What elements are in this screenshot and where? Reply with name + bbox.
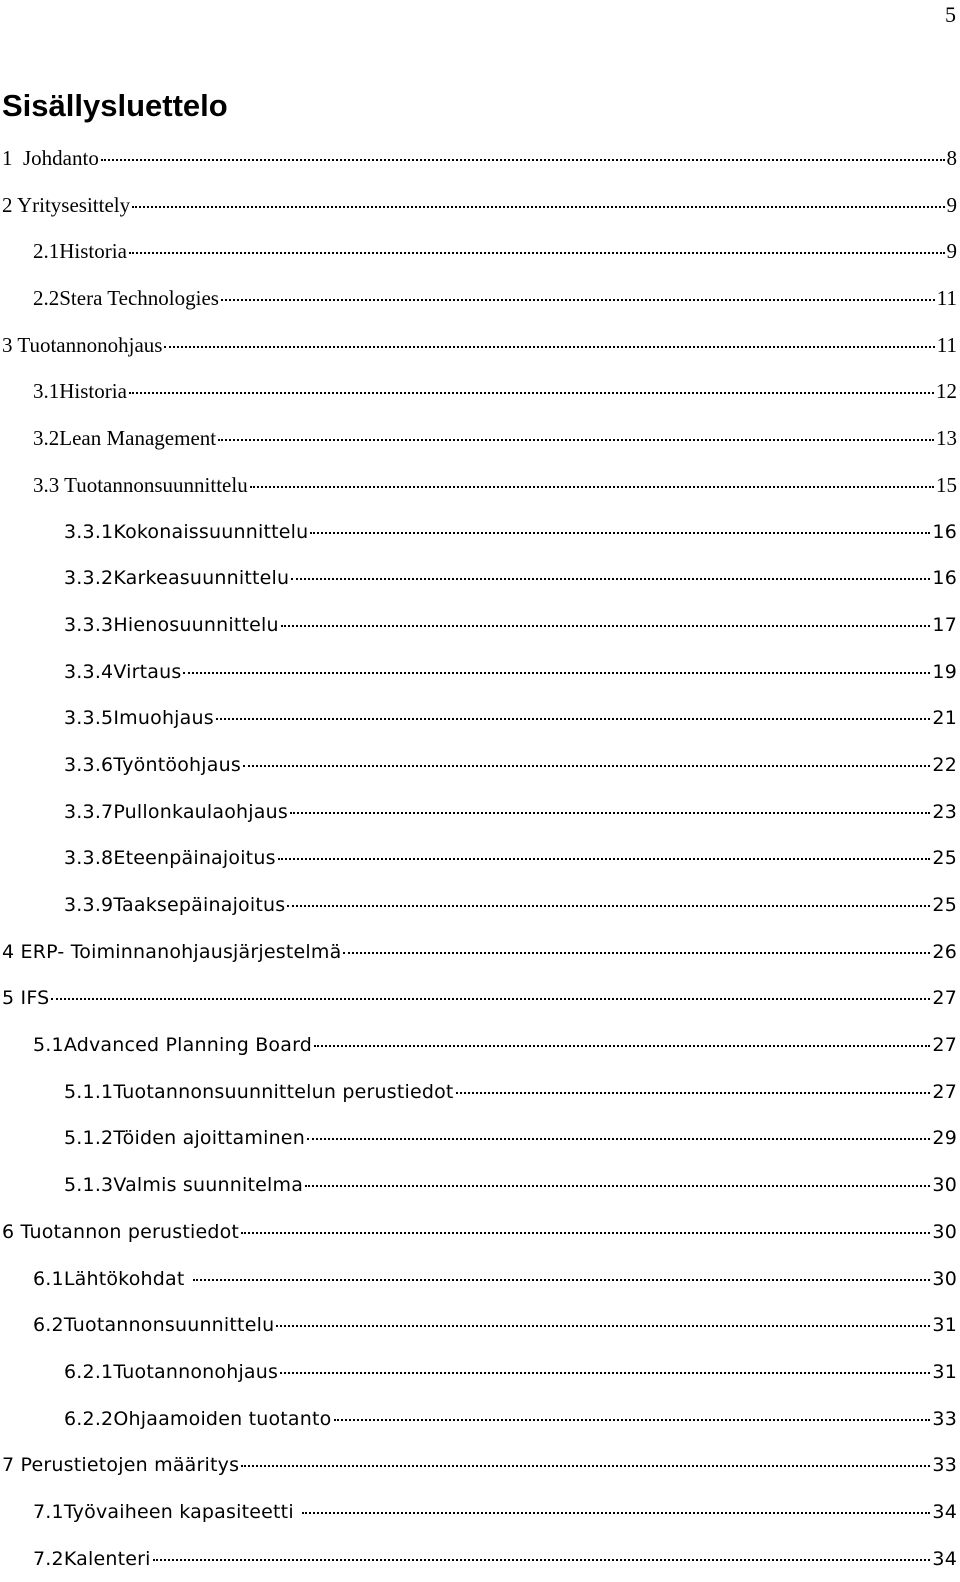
toc-entry-title: Historia <box>59 379 127 403</box>
toc-dot-leader <box>243 765 931 767</box>
toc-entry-label <box>33 1302 274 1348</box>
toc-entry[interactable] <box>0 975 960 1022</box>
toc-entry[interactable] <box>0 322 960 369</box>
toc-dot-leader <box>164 346 934 348</box>
toc-entry-number: 6.2 <box>33 1314 64 1336</box>
toc-entry-label <box>64 1069 454 1115</box>
toc-entry-separator <box>13 146 24 170</box>
toc-entry-label <box>2 929 341 975</box>
toc-entry-page: 33 <box>932 1442 960 1488</box>
toc-entry-label <box>2 1209 239 1255</box>
toc-entry[interactable] <box>0 742 960 789</box>
toc-entry-label <box>64 649 181 695</box>
toc-entry-title: Lean Management <box>59 426 216 450</box>
toc-entry-title: Töiden ajoittaminen <box>113 1127 305 1149</box>
toc-dot-leader <box>132 206 944 208</box>
toc-entry-number: 4 <box>2 941 14 963</box>
toc-entry[interactable] <box>0 1442 960 1489</box>
toc-entry-title: Advanced Planning Board <box>64 1034 312 1056</box>
toc-entry-title: Pullonkaulaohjaus <box>113 801 288 823</box>
toc-dot-leader <box>193 1279 931 1281</box>
toc-entry-number: 3.3.7 <box>64 801 113 823</box>
toc-entry-label <box>64 602 279 648</box>
page-number: 5 <box>945 2 956 28</box>
toc-dot-leader <box>305 1185 930 1187</box>
toc-entry[interactable] <box>0 649 960 696</box>
toc-entry[interactable] <box>0 1396 960 1443</box>
toc-entry-page: 25 <box>932 882 960 928</box>
toc-dot-leader <box>287 905 930 907</box>
toc-entry[interactable] <box>0 182 960 229</box>
toc-dot-leader <box>291 578 930 580</box>
toc-entry-page: 27 <box>932 1022 960 1068</box>
toc-entry-title: Eteenpäinajoitus <box>113 847 275 869</box>
toc-dot-leader <box>129 392 934 394</box>
toc-entry-page: 19 <box>932 649 960 695</box>
toc-dot-leader <box>241 1232 930 1234</box>
toc-entry-title: Kalenteri <box>64 1548 151 1570</box>
toc-entry-label <box>64 742 241 788</box>
toc-dot-leader <box>280 1372 930 1374</box>
toc-entry[interactable] <box>0 835 960 882</box>
toc-entry[interactable] <box>0 1162 960 1209</box>
toc-dot-leader <box>343 952 930 954</box>
toc-entry[interactable] <box>0 1022 960 1069</box>
toc-entry-label <box>33 462 248 508</box>
toc-entry[interactable] <box>0 1302 960 1349</box>
toc-entry[interactable] <box>0 695 960 742</box>
toc-entry-label <box>33 1536 151 1582</box>
toc-entry-number: 7.2 <box>33 1548 64 1570</box>
toc-entry-page: 8 <box>947 135 960 181</box>
toc-entry-label <box>64 1162 303 1208</box>
toc-entry-number: 3.1 <box>33 379 59 403</box>
toc-entry-number: 1 <box>2 146 13 170</box>
toc-entry-number: 7 <box>2 1454 14 1476</box>
toc-entry-label <box>33 228 127 274</box>
toc-entry-number: 3.3.3 <box>64 614 113 636</box>
toc-entry-page: 16 <box>932 509 960 555</box>
toc-entry-page: 11 <box>937 275 960 321</box>
toc-entry-number: 5.1.1 <box>64 1081 113 1103</box>
toc-entry-title: Työvaiheen kapasiteetti <box>64 1501 300 1523</box>
toc-entry-title: Johdanto <box>23 146 99 170</box>
toc-dot-leader <box>302 1512 930 1514</box>
toc-entry-label <box>64 695 214 741</box>
toc-entry-title: Ohjaamoiden tuotanto <box>113 1408 331 1430</box>
toc-entry[interactable] <box>0 275 960 322</box>
toc-dot-leader <box>241 1465 930 1467</box>
toc-dot-leader <box>221 299 935 301</box>
toc-entry-label <box>33 275 219 321</box>
toc-entry-title: Tuotannonohjaus <box>17 333 162 357</box>
toc-entry-title: Stera Technologies <box>59 286 219 310</box>
toc-dot-leader <box>290 812 930 814</box>
toc-entry-number: 5.1 <box>33 1034 64 1056</box>
toc-entry-title: Historia <box>59 239 127 263</box>
toc-entry-label <box>64 835 276 881</box>
toc-entry-label <box>33 368 127 414</box>
toc-entry[interactable] <box>0 509 960 556</box>
toc-entry[interactable] <box>0 602 960 649</box>
toc-entry-title: Imuohjaus <box>113 707 213 729</box>
toc-entry-page: 34 <box>932 1536 960 1582</box>
toc-entry-number: 2.2 <box>33 286 59 310</box>
toc-dot-leader <box>278 858 931 860</box>
toc-entry-label <box>64 1115 305 1161</box>
toc-entry[interactable] <box>0 1115 960 1162</box>
toc-entry-label <box>33 415 216 461</box>
toc-entry-title: ERP- Toiminnanohjausjärjestelmä <box>21 941 342 963</box>
toc-entry-number: 3.3.5 <box>64 707 113 729</box>
toc-entry-title: Tuotannonsuunnittelu <box>64 473 248 497</box>
toc-entry-page: 12 <box>936 368 960 414</box>
toc-entry-title: Työntöohjaus <box>113 754 241 776</box>
toc-entry-label <box>64 882 285 928</box>
toc-entry-number: 3.3.2 <box>64 567 113 589</box>
toc-entry-number: 3.3.4 <box>64 661 113 683</box>
toc-entry-title: Tuotannon perustiedot <box>21 1221 240 1243</box>
toc-entry-label <box>33 1489 300 1535</box>
toc-entry-title: Tuotannonohjaus <box>113 1361 278 1383</box>
toc-entry-page: 9 <box>947 182 960 228</box>
toc-entry-number: 6.1 <box>33 1268 64 1290</box>
toc-entry-title: Tuotannonsuunnittelu <box>64 1314 275 1336</box>
toc-dot-leader <box>281 625 931 627</box>
toc-dot-leader <box>310 532 930 534</box>
toc-entry-page: 27 <box>932 975 960 1021</box>
toc-entry-title: Valmis suunnitelma <box>113 1174 303 1196</box>
toc-entry-number: 2.1 <box>33 239 59 263</box>
toc-entry[interactable] <box>0 1489 960 1536</box>
toc-entry-page: 30 <box>932 1162 960 1208</box>
toc-entry-page: 11 <box>937 322 960 368</box>
toc-entry-number: 7.1 <box>33 1501 64 1523</box>
toc-entry-page: 26 <box>932 929 960 975</box>
toc-entry-title: Yritysesittely <box>17 193 130 217</box>
toc-entry-page: 27 <box>932 1069 960 1115</box>
toc-entry-page: 31 <box>932 1302 960 1348</box>
toc-entry[interactable] <box>0 135 960 182</box>
toc-entry-title: Tuotannonsuunnittelun perustiedot <box>113 1081 453 1103</box>
toc-entry-number: 3.3 <box>33 473 59 497</box>
toc-entry-label <box>64 789 288 835</box>
toc-dot-leader <box>216 718 931 720</box>
toc-entry[interactable] <box>0 1209 960 1256</box>
toc-entry[interactable] <box>0 882 960 929</box>
toc-entry-number: 5 <box>2 987 14 1009</box>
toc-entry-label <box>64 509 308 555</box>
toc-entry-page: 15 <box>936 462 960 508</box>
toc-dot-leader <box>129 252 945 254</box>
toc-entry-number: 6.2.1 <box>64 1361 113 1383</box>
toc-entry[interactable] <box>0 1349 960 1396</box>
toc-entry-title: Hienosuunnittelu <box>113 614 278 636</box>
toc-dot-leader <box>218 439 934 441</box>
toc-entry[interactable] <box>0 368 960 415</box>
table-of-contents <box>0 135 960 1582</box>
toc-entry-page: 22 <box>932 742 960 788</box>
toc-dot-leader <box>250 486 934 488</box>
toc-entry-page: 33 <box>932 1396 960 1442</box>
toc-entry-number: 3 <box>2 333 13 357</box>
toc-entry-label <box>33 1256 191 1302</box>
toc-entry-page: 29 <box>932 1115 960 1161</box>
toc-entry-page: 30 <box>932 1209 960 1255</box>
toc-entry-page: 31 <box>932 1349 960 1395</box>
toc-entry-number: 6 <box>2 1221 14 1243</box>
toc-entry-label <box>64 1396 332 1442</box>
toc-entry[interactable] <box>0 1256 960 1303</box>
toc-entry[interactable] <box>0 929 960 976</box>
toc-dot-leader <box>276 1325 930 1327</box>
toc-entry-page: 23 <box>932 789 960 835</box>
toc-entry-number: 3.3.1 <box>64 521 113 543</box>
toc-dot-leader <box>51 998 930 1000</box>
toc-entry[interactable] <box>0 1536 960 1582</box>
toc-entry[interactable] <box>0 415 960 462</box>
toc-entry-number: 5.1.2 <box>64 1127 113 1149</box>
toc-entry-number: 2 <box>2 193 13 217</box>
toc-dot-leader <box>101 159 945 161</box>
toc-entry-page: 34 <box>932 1489 960 1535</box>
toc-entry-page: 9 <box>947 228 960 274</box>
toc-entry[interactable] <box>0 555 960 602</box>
toc-entry-label <box>2 135 99 181</box>
toc-entry-title: Lähtökohdat <box>64 1268 191 1290</box>
toc-entry-number: 3.3.6 <box>64 754 113 776</box>
toc-entry-page: 16 <box>932 555 960 601</box>
toc-entry-label <box>33 1022 312 1068</box>
toc-dot-leader <box>314 1045 930 1047</box>
toc-entry-label <box>64 1349 278 1395</box>
toc-dot-leader <box>183 672 930 674</box>
toc-entry-title: Karkeasuunnittelu <box>113 567 289 589</box>
toc-entry-label <box>2 975 49 1021</box>
toc-entry-title: Virtaus <box>113 661 181 683</box>
toc-title: Sisällysluettelo <box>2 86 228 126</box>
toc-entry[interactable] <box>0 228 960 275</box>
toc-entry-page: 30 <box>932 1256 960 1302</box>
toc-dot-leader <box>456 1092 931 1094</box>
toc-entry[interactable] <box>0 789 960 836</box>
toc-entry-label <box>2 182 130 228</box>
toc-entry-title: Perustietojen määritys <box>21 1454 240 1476</box>
toc-entry-number: 3.2 <box>33 426 59 450</box>
toc-entry-number: 3.3.8 <box>64 847 113 869</box>
toc-entry[interactable] <box>0 462 960 509</box>
toc-entry[interactable] <box>0 1069 960 1116</box>
toc-dot-leader <box>153 1559 931 1561</box>
toc-entry-label <box>64 555 289 601</box>
toc-entry-number: 3.3.9 <box>64 894 113 916</box>
toc-entry-number: 5.1.3 <box>64 1174 113 1196</box>
toc-entry-label <box>2 1442 239 1488</box>
toc-entry-page: 21 <box>932 695 960 741</box>
toc-entry-page: 25 <box>932 835 960 881</box>
toc-entry-label <box>2 322 162 368</box>
toc-entry-title: IFS <box>21 987 50 1009</box>
toc-entry-title: Kokonaissuunnittelu <box>113 521 308 543</box>
toc-entry-number: 6.2.2 <box>64 1408 113 1430</box>
toc-entry-title: Taaksepäinajoitus <box>113 894 285 916</box>
toc-dot-leader <box>307 1138 930 1140</box>
toc-entry-page: 17 <box>932 602 960 648</box>
toc-entry-page: 13 <box>936 415 960 461</box>
toc-dot-leader <box>334 1419 931 1421</box>
